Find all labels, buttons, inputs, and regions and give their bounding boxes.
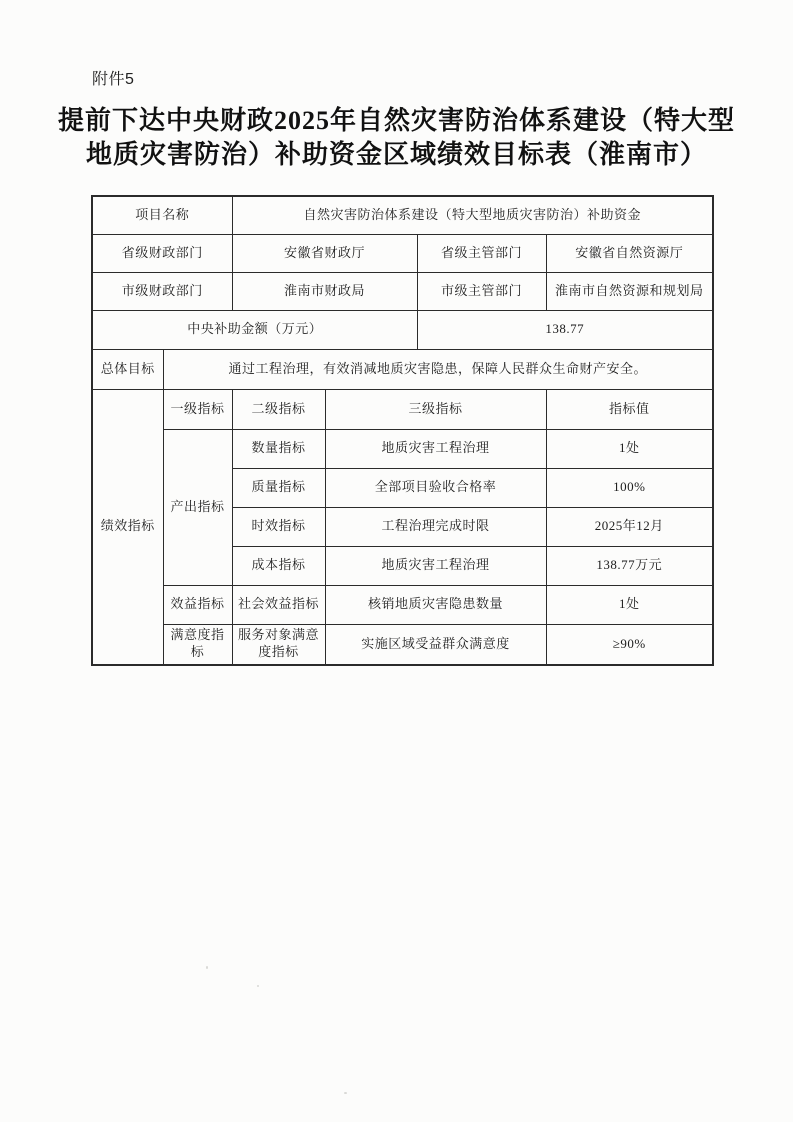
indicator-level3: 核销地质灾害隐患数量: [325, 585, 546, 624]
satisfaction-indicator-group-label: 满意度指标: [163, 624, 232, 665]
provincial-dept-value: 安徽省自然资源厅: [546, 234, 713, 272]
city-dept-label: 市级主管部门: [417, 272, 546, 310]
subsidy-amount-value: 138.77: [417, 310, 713, 349]
indicator-level3: 地质灾害工程治理: [325, 546, 546, 585]
indicator-level3: 工程治理完成时限: [325, 507, 546, 546]
indicator-value: 1处: [546, 585, 713, 624]
performance-indicator-label: 绩效指标: [92, 389, 163, 665]
indicator-value: 100%: [546, 468, 713, 507]
overall-goal-label: 总体目标: [92, 349, 163, 389]
table-row: [92, 349, 713, 389]
attachment-label: 附件5: [92, 71, 135, 88]
output-indicator-group-label: 产出指标: [163, 429, 232, 585]
indicator-row: [92, 585, 713, 624]
header-level1: 一级指标: [163, 389, 232, 429]
page-title-line-1: 提前下达中央财政2025年自然灾害防治体系建设（特大型: [57, 106, 735, 135]
city-finance-value: 淮南市财政局: [232, 272, 417, 310]
project-name-label: 项目名称: [92, 196, 232, 234]
indicator-value: 2025年12月: [546, 507, 713, 546]
header-indicator-value: 指标值: [546, 389, 713, 429]
indicator-level2: 社会效益指标: [232, 585, 325, 624]
table-row: [92, 272, 713, 310]
indicator-level2: 成本指标: [232, 546, 325, 585]
indicator-level2: 服务对象满意度指标: [232, 624, 325, 665]
indicator-level3: 全部项目验收合格率: [325, 468, 546, 507]
indicator-header-row: [92, 389, 713, 429]
page-title: [0, 104, 793, 172]
indicator-value: ≥90%: [546, 624, 713, 665]
indicator-level2: 数量指标: [232, 429, 325, 468]
city-dept-value: 淮南市自然资源和规划局: [546, 272, 713, 310]
indicator-level3: 地质灾害工程治理: [325, 429, 546, 468]
indicator-level2: 时效指标: [232, 507, 325, 546]
table-row: [92, 196, 713, 234]
benefit-indicator-group-label: 效益指标: [163, 585, 232, 624]
provincial-finance-label: 省级财政部门: [92, 234, 232, 272]
indicator-row: [92, 624, 713, 665]
indicator-value: 138.77万元: [546, 546, 713, 585]
city-finance-label: 市级财政部门: [92, 272, 232, 310]
header-level2: 二级指标: [232, 389, 325, 429]
indicator-row: [92, 429, 713, 468]
indicator-level3: 实施区域受益群众满意度: [325, 624, 546, 665]
table-row: [92, 310, 713, 349]
overall-goal-value: 通过工程治理，有效消减地质灾害隐患，保障人民群众生命财产安全。: [163, 349, 713, 389]
page-title-line-2: 地质灾害防治）补助资金区域绩效目标表（淮南市）: [85, 140, 707, 169]
scan-speck: [206, 966, 208, 969]
project-name-value: 自然灾害防治体系建设（特大型地质灾害防治）补助资金: [232, 196, 713, 234]
scan-speck: [257, 985, 259, 987]
table-row: [92, 234, 713, 272]
indicator-level2: 质量指标: [232, 468, 325, 507]
header-level3: 三级指标: [325, 389, 546, 429]
performance-target-table: [91, 195, 714, 666]
provincial-finance-value: 安徽省财政厅: [232, 234, 417, 272]
scan-speck: [344, 1092, 347, 1094]
indicator-value: 1处: [546, 429, 713, 468]
subsidy-amount-label: 中央补助金额（万元）: [92, 310, 417, 349]
provincial-dept-label: 省级主管部门: [417, 234, 546, 272]
